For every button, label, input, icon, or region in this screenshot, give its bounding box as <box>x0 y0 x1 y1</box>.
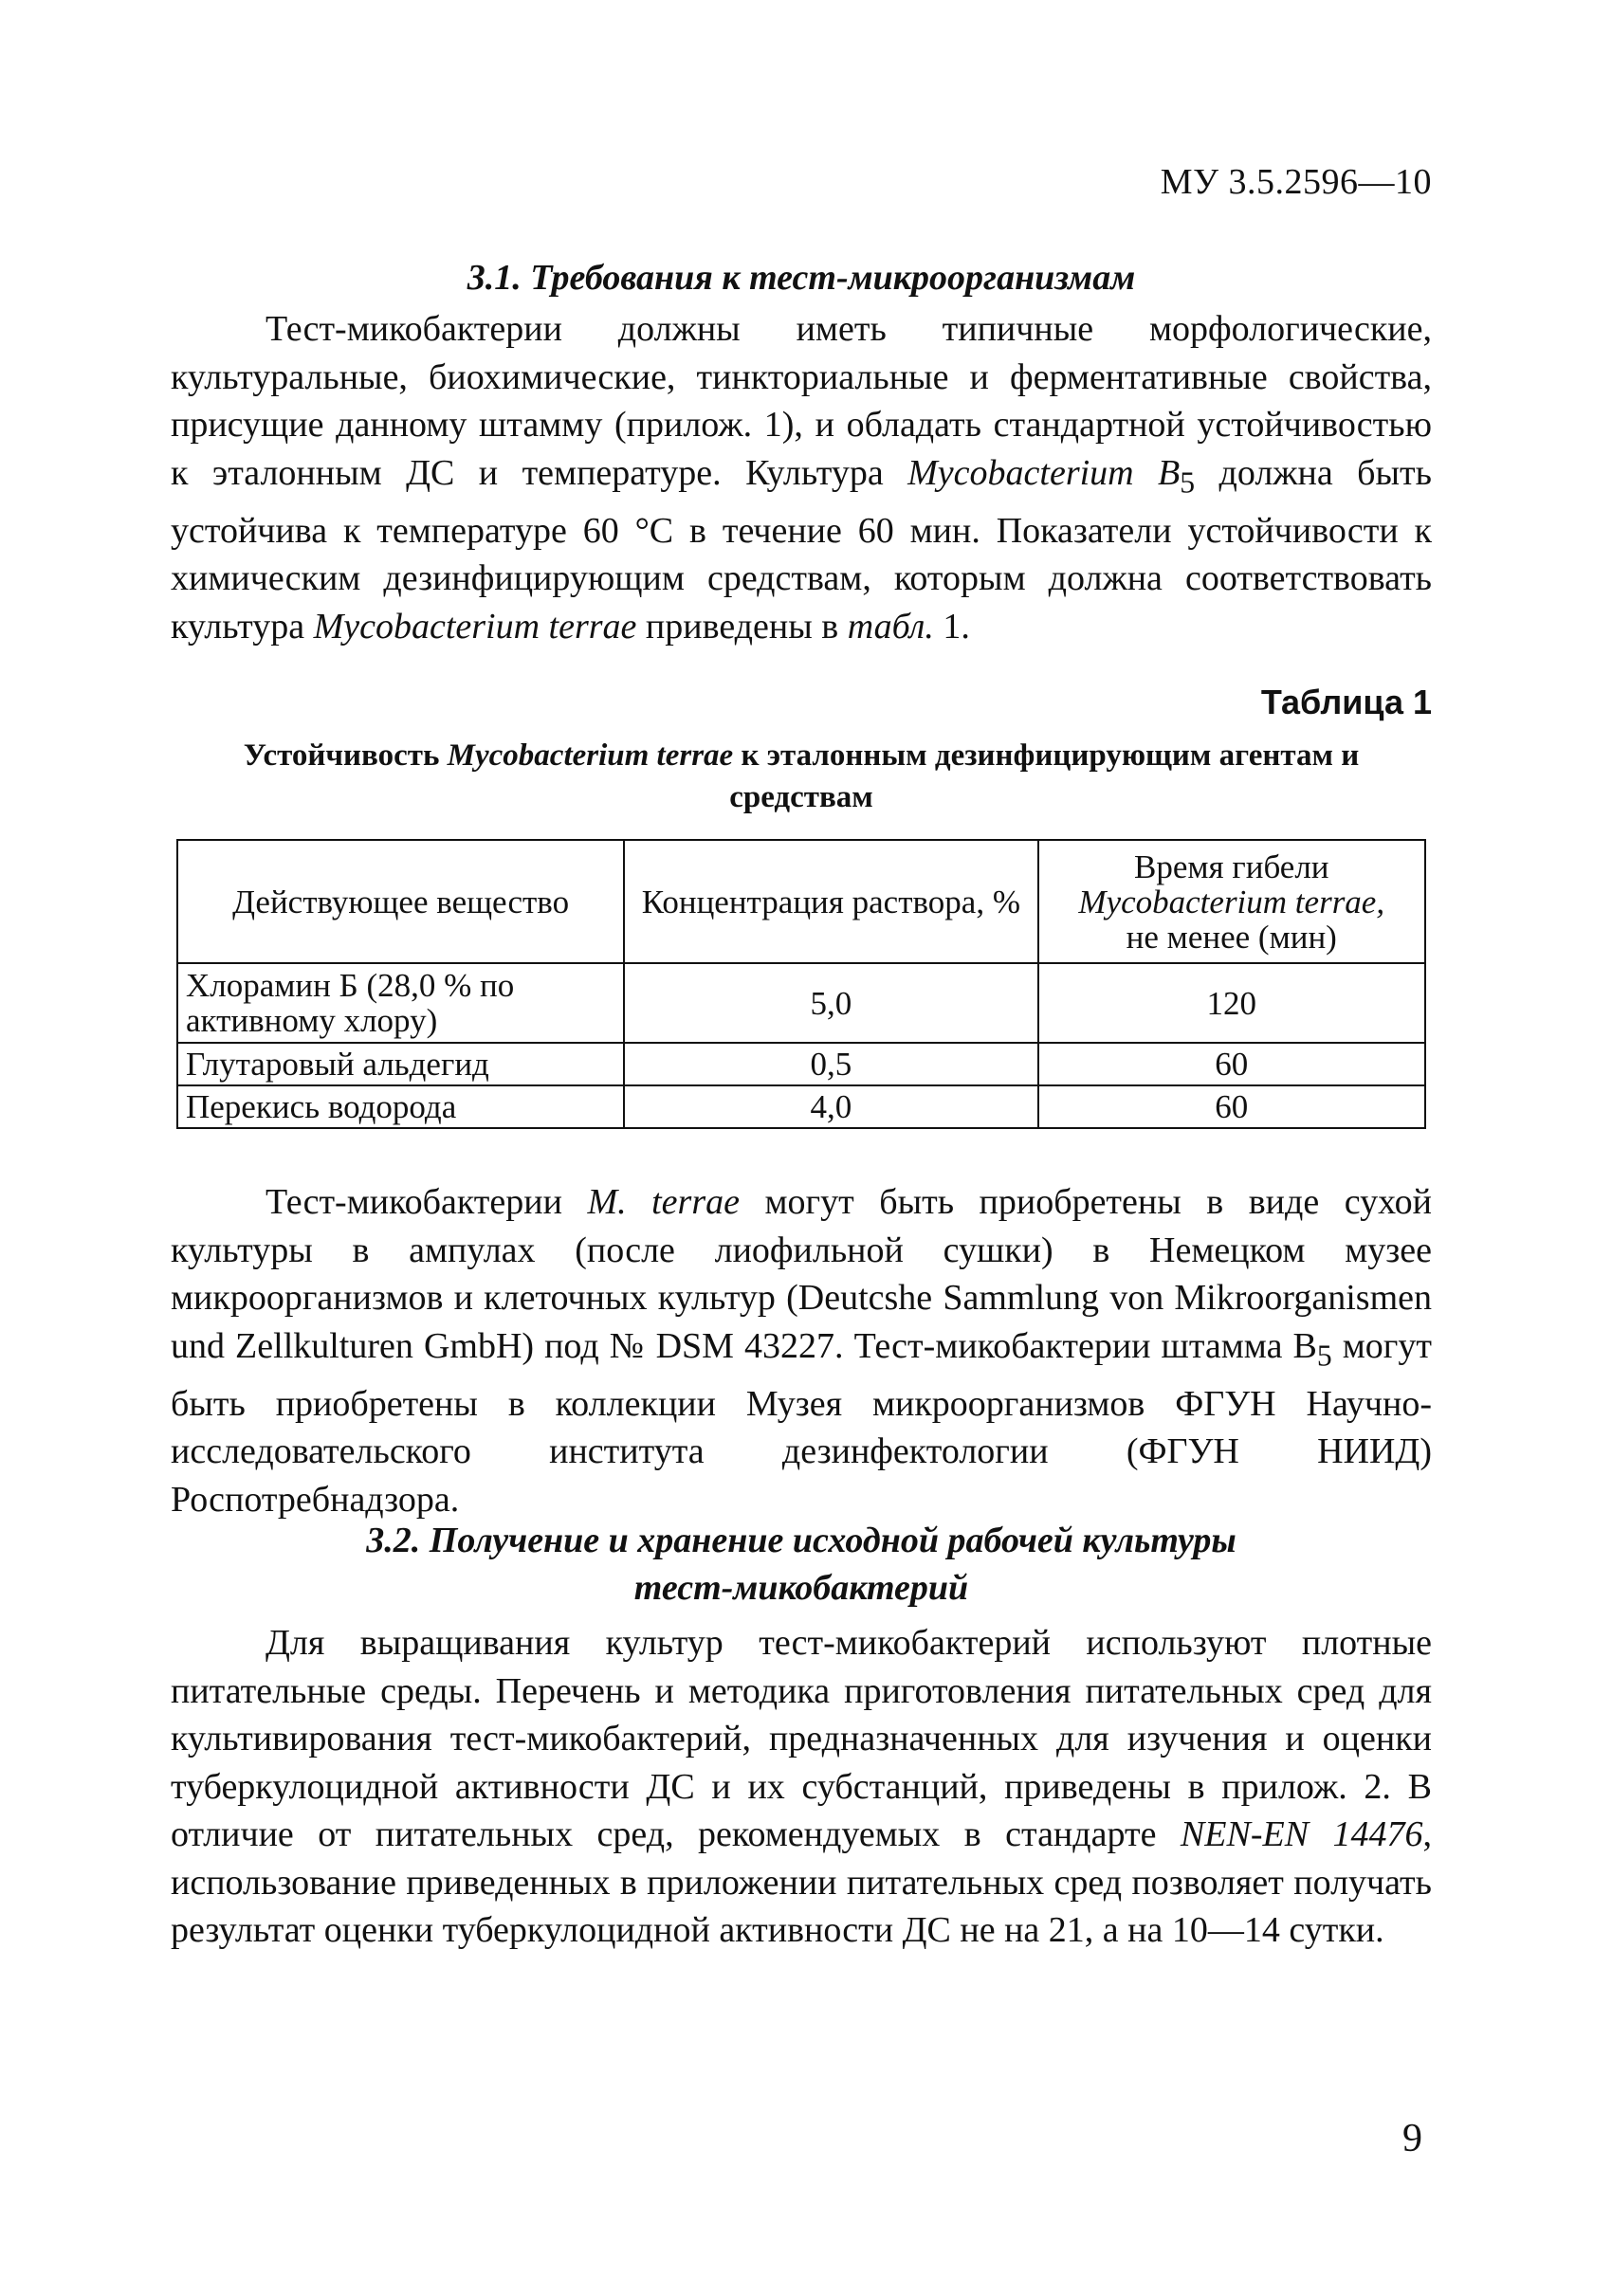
cell-concentration: 0,5 <box>624 1043 1037 1085</box>
cell-time: 60 <box>1038 1085 1425 1128</box>
cell-time: 60 <box>1038 1043 1425 1085</box>
table-row <box>177 963 1425 1043</box>
section-3-2-paragraph: Для выращивания культур тест-микобактерий используют плотные питательные среды. Перечень и методика приготовления питательных сред для культивирования тест-микобактерий, предназначенных для изучения и оценки туберкулоцидной активности ДС и их субстанций, приведены в прилож. 2. В отличие от питательных сред, рекомендуемых в стандарте NEN-EN 14476, использование приведенных в приложении питательных сред позволяет получать результат оценки туберкулоцидной активности ДС не на 21, а на 10—14 сутки. <box>171 1623 1433 1950</box>
page-number: 9 <box>1402 2117 1422 2160</box>
cell-substance: Хлорамин Б (28,0 % по активному хлору) <box>177 963 624 1043</box>
table-row <box>177 1043 1425 1085</box>
section-3-2-title: 3.2. Получение и хранение исходной рабочей культуры тест-микобактерий <box>366 1521 1236 1608</box>
section-3-1-title: 3.1. Требования к тест-микроорганизмам <box>467 258 1136 298</box>
cell-substance: Перекись водорода <box>177 1085 624 1128</box>
table-label: Таблица 1 <box>1260 683 1432 721</box>
resistance-table <box>176 839 1426 1129</box>
table-row <box>177 1085 1425 1128</box>
cell-substance: Глутаровый альдегид <box>177 1043 624 1085</box>
cell-concentration: 5,0 <box>624 963 1037 1043</box>
cell-time: 120 <box>1038 963 1425 1043</box>
header-concentration: Концентрация раствора, % <box>624 840 1037 963</box>
header-time: Время гибели Mycobacterium terrae, не менее (мин) <box>1038 840 1425 963</box>
header-substance: Действующее вещество <box>177 840 624 963</box>
document-number: МУ 3.5.2596—10 <box>1160 162 1432 202</box>
cell-concentration: 4,0 <box>624 1085 1037 1128</box>
table-header-row <box>177 840 1425 963</box>
table-caption: Устойчивость Mycobacterium terrae к эталонным дезинфицирующим агентам и средствам <box>243 738 1360 814</box>
strain-source-paragraph: Тест-микобактерии M. terrae могут быть приобретены в виде сухой культуры в ампулах (после лиофильной сушки) в Немецком музее микроорганизмов и клеточных культур (Deutcshe Sammlung von Mikroorganismen und Zellkulturen GmbH) под № DSM 43227. Тест-микобактерии штамма $В_5$ могут быть приобретены в коллекции Музея микроорганизмов ФГУН Научно-исследовательского института дезинфектологии (ФГУН НИИД) Роспотребнадзора. <box>171 1182 1432 1520</box>
section-3-1-paragraph: Тест-микобактерии должны иметь типичные морфологические, культуральные, биохимические, тинкториальные и ферментативные свойства, присущие данному штамму (прилож. 1), и обладать стандартной устойчивостью к эталонным ДС и температуре. Культура Mycobacterium $B_5$ должна быть устойчива к температуре 60 °С в течение 60 мин. Показатели устойчивости к химическим дезинфицирующим средствам, которым должна соответствовать культура Mycobacterium terrae приведены в табл. 1. <box>171 309 1432 647</box>
